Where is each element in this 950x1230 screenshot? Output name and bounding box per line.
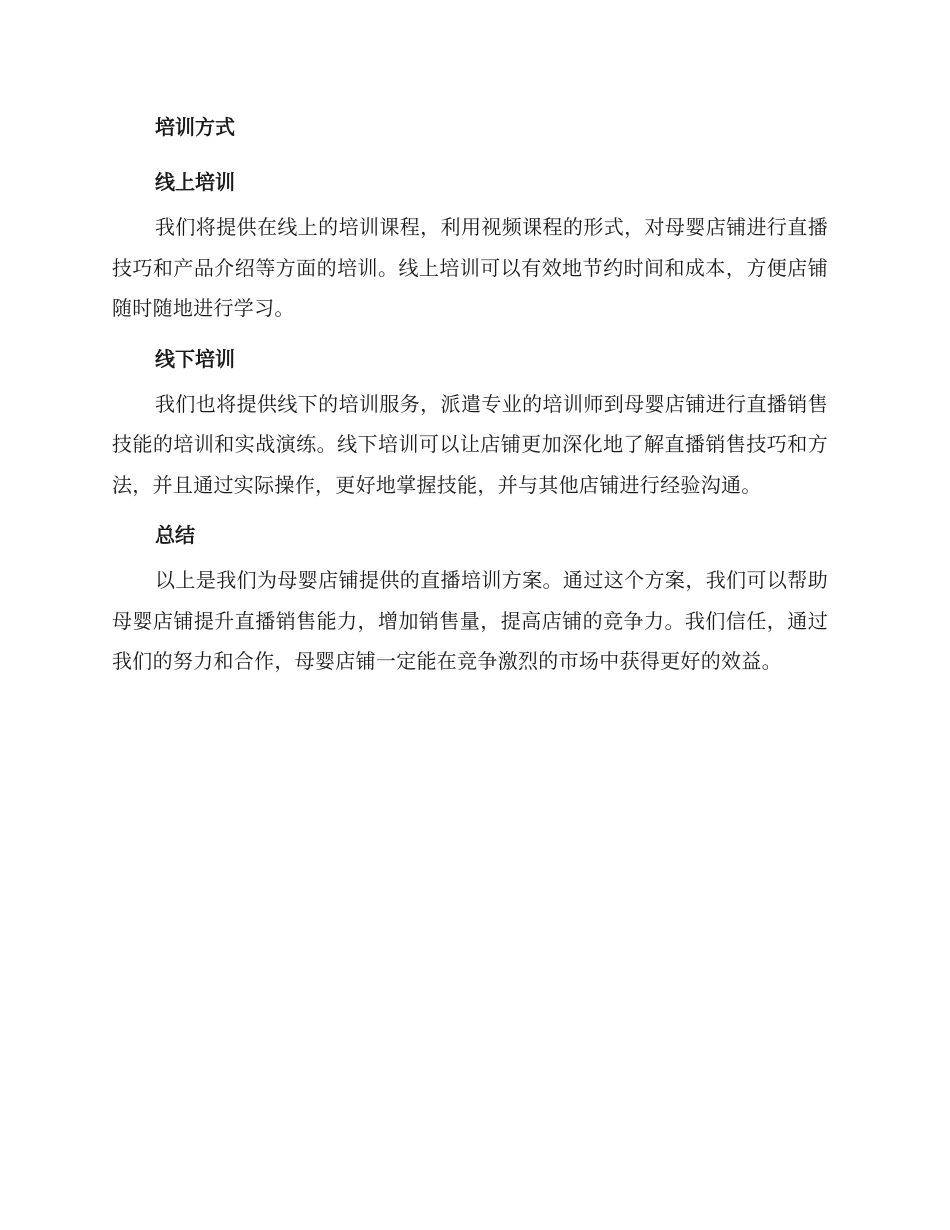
paragraph-offline-training: 我们也将提供线下的培训服务，派遣专业的培训师到母婴店铺进行直播销售技能的培训和实战演练。线下培训可以让店铺更加深化地了解直播销售技巧和方法，并且通过实际操作，更好地掌握技能，并与其他店铺进行经验沟通。 xyxy=(112,391,828,497)
section-heading-offline-training: 线下培训 xyxy=(155,346,235,371)
paragraph-online-training: 我们将提供在线上的培训课程，利用视频课程的形式，对母婴店铺进行直播技巧和产品介绍等方面的培训。线上培训可以有效地节约时间和成本，方便店铺随时随地进行学习。 xyxy=(112,215,828,320)
section-heading-training-methods: 培训方式 xyxy=(155,115,235,139)
document-content xyxy=(112,112,828,682)
section-heading-online-training: 线上培训 xyxy=(155,170,235,194)
paragraph-summary: 以上是我们为母婴店铺提供的直播培训方案。通过这个方案，我们可以帮助母婴店铺提升直播销售能力，增加销售量，提高店铺的竞争力。我们信任，通过我们的努力和合作，母婴店铺一定能在竞争激烈的市场中获得更好的效益。 xyxy=(112,568,828,673)
section-heading-summary: 总结 xyxy=(155,523,195,547)
